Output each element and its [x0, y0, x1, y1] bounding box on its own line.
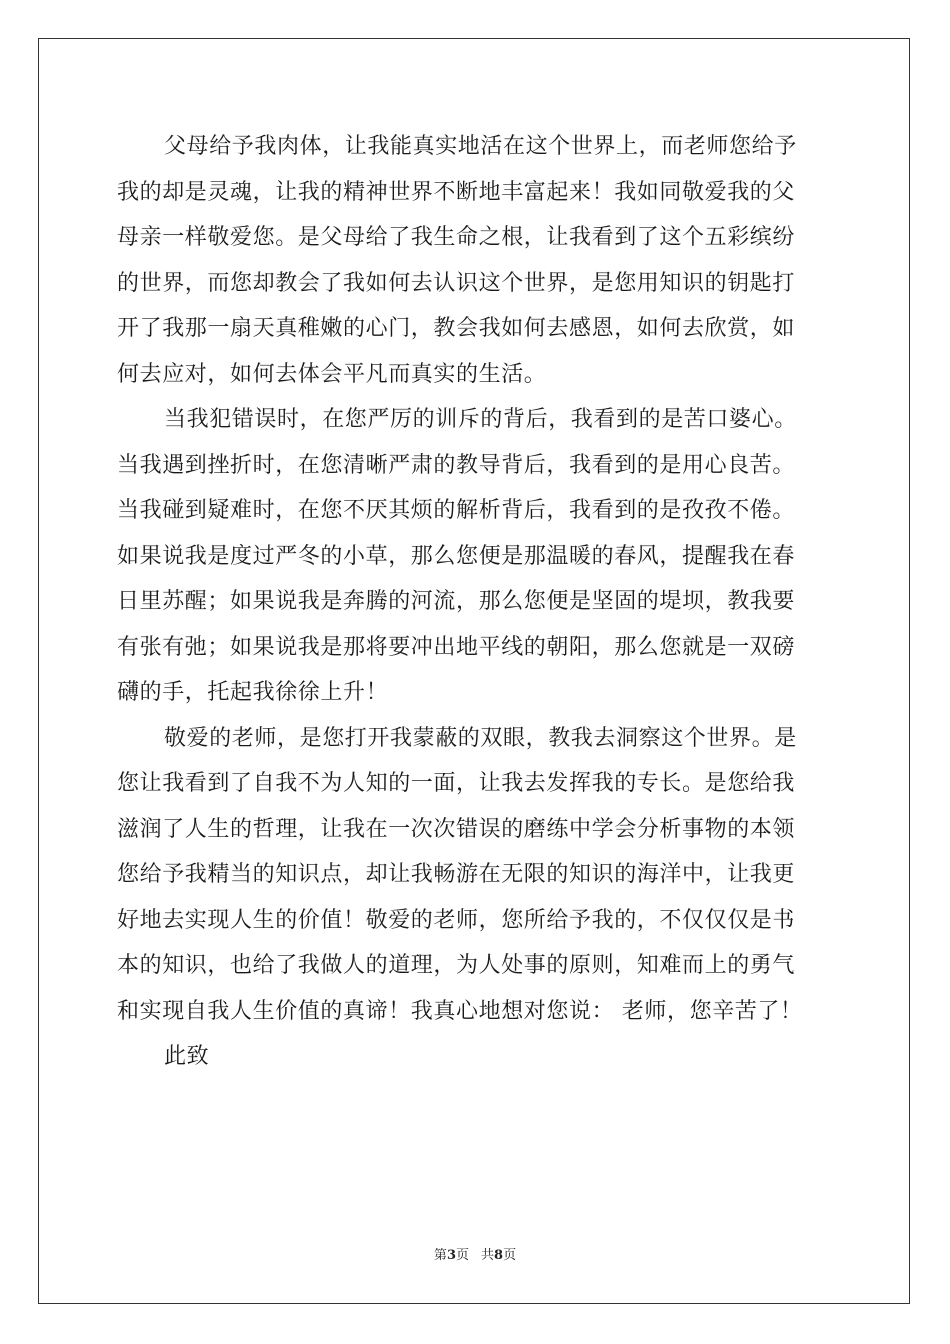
total-suffix: 页 — [503, 1248, 517, 1263]
paragraph-line: 您让我看到了自我不为人知的一面，让我去发挥我的专长。是您给我 — [117, 771, 796, 796]
paragraph-line: 敬爱的老师，是您打开我蒙蔽的双眼，教我去洞察这个世界。是 — [164, 725, 797, 751]
page-suffix: 页 — [455, 1248, 469, 1263]
paragraph-line: 我的却是灵魂，让我的精神世界不断地丰富起来！我如同敬爱我的父 — [117, 179, 796, 205]
paragraph-line: 的世界，而您却教会了我如何去认识这个世界，是您用知识的钥匙打 — [117, 270, 796, 296]
paragraph-line: 当我遇到挫折时，在您清晰严肃的教导背后，我看到的是用心良苦。 — [117, 452, 796, 478]
paragraph-line: 何去应对，如何去体会平凡而真实的生活。 — [117, 361, 547, 387]
paragraph-line: 开了我那一扇天真稚嫩的心门，教会我如何去感恩，如何去欣赏，如 — [117, 316, 796, 341]
page-footer — [0, 1244, 950, 1263]
paragraph-line: 当我犯错误时，在您严厉的训斥的背后，我看到的是苦口婆心。 — [164, 407, 797, 432]
total-pages: 8 — [494, 1248, 504, 1263]
closing-salutation: 此致 — [164, 1044, 210, 1069]
paragraph-line: 好地去实现人生的价值！敬爱的老师，您所给予我的，不仅仅仅是书 — [117, 907, 796, 933]
paragraph-line: 日里苏醒；如果说我是奔腾的河流，那么您便是坚固的堤坝，教我要 — [117, 589, 796, 614]
paragraph-line: 母亲一样敬爱您。是父母给了我生命之根，让我看到了这个五彩缤纷 — [117, 225, 796, 250]
page-number: 3 — [446, 1248, 456, 1263]
paragraph-line: 本的知识，也给了我做人的道理，为人处事的原则，知难而上的勇气 — [117, 953, 796, 978]
paragraph-line: 当我碰到疑难时，在您不厌其烦的解析背后，我看到的是孜孜不倦。 — [117, 498, 796, 523]
paragraph-line: 和实现自我人生价值的真谛！我真心地想对您说： 老师，您辛苦了！ — [117, 998, 803, 1024]
total-prefix: 共 — [481, 1248, 495, 1263]
paragraph-line: 如果说我是度过严冬的小草，那么您便是那温暖的春风，提醒我在春 — [117, 543, 796, 569]
paragraph-line: 滋润了人生的哲理，让我在一次次错误的磨练中学会分析事物的本领 — [117, 816, 796, 842]
page-prefix: 第 — [433, 1248, 447, 1263]
paragraph-line: 父母给予我肉体，让我能真实地活在这个世界上，而老师您给予 — [164, 134, 797, 159]
paragraph-line: 有张有弛；如果说我是那将要冲出地平线的朝阳，那么您就是一双磅 — [117, 634, 796, 660]
paragraph-line: 您给予我精当的知识点，却让我畅游在无限的知识的海洋中，让我更 — [117, 862, 796, 887]
letter-body — [117, 124, 833, 1080]
paragraph-line: 礴的手，托起我徐徐上升！ — [117, 680, 389, 705]
